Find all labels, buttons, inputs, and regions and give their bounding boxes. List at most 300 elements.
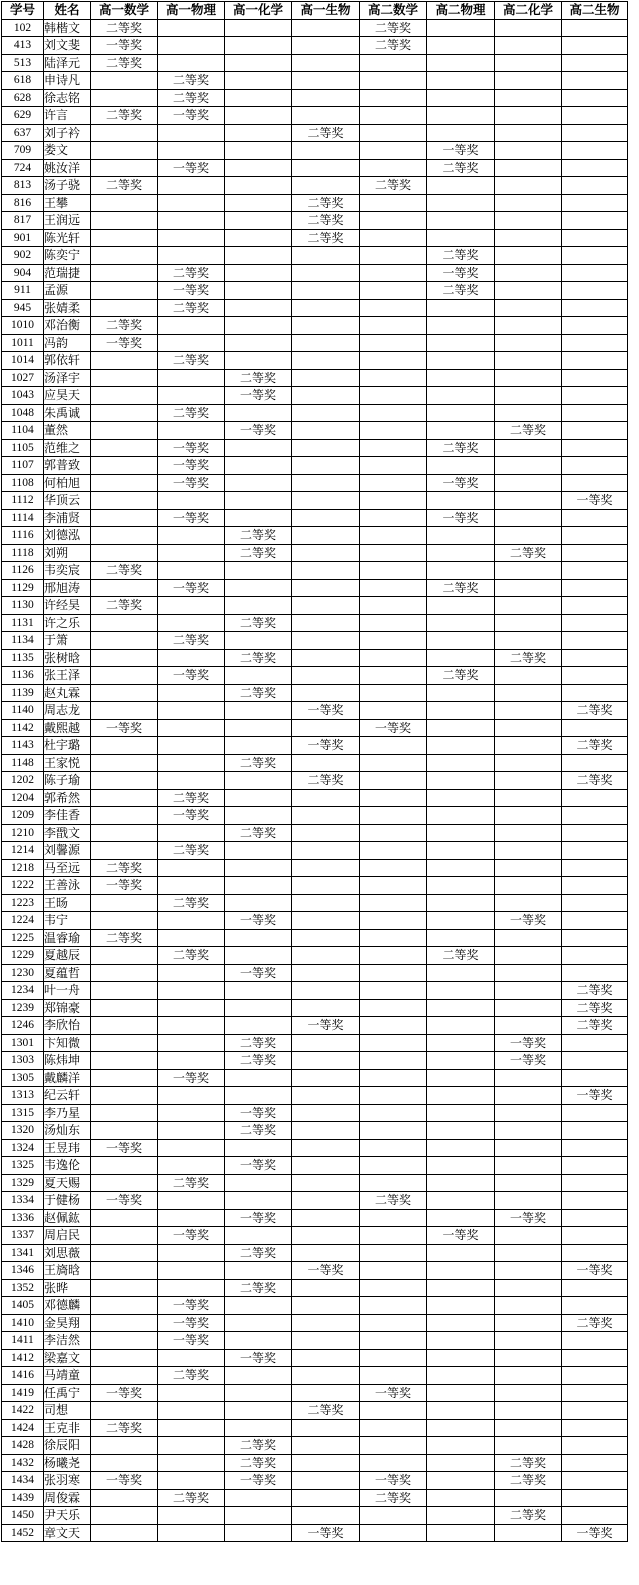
- award-cell: [360, 1507, 427, 1525]
- student-name-cell: 韩楷文: [44, 19, 91, 37]
- award-cell: 一等奖: [427, 264, 495, 282]
- award-cell: [91, 544, 158, 562]
- award-cell: [91, 754, 158, 772]
- award-cell: [292, 667, 360, 685]
- award-cell: [360, 492, 427, 510]
- award-cell: [158, 1437, 225, 1455]
- student-name-cell: 汤泽宇: [44, 369, 91, 387]
- table-row: [2, 1349, 628, 1367]
- award-cell: 一等奖: [158, 439, 225, 457]
- award-cell: [292, 334, 360, 352]
- award-cell: [427, 352, 495, 370]
- student-name-cell: 李浦贤: [44, 509, 91, 527]
- award-cell: 二等奖: [158, 842, 225, 860]
- table-row: [2, 807, 628, 825]
- award-cell: [225, 352, 292, 370]
- award-cell: [495, 1384, 562, 1402]
- award-cell: [427, 1489, 495, 1507]
- award-cell: [158, 772, 225, 790]
- award-cell: [495, 789, 562, 807]
- award-cell: [225, 1174, 292, 1192]
- award-cell: [562, 124, 628, 142]
- award-cell: [427, 1087, 495, 1105]
- award-cell: [360, 999, 427, 1017]
- award-cell: [91, 1279, 158, 1297]
- student-name-cell: 张婧柔: [44, 299, 91, 317]
- award-cell: 二等奖: [292, 212, 360, 230]
- award-cell: 一等奖: [225, 422, 292, 440]
- student-name-cell: 徐志铭: [44, 89, 91, 107]
- student-name-cell: 郭普致: [44, 457, 91, 475]
- award-cell: [360, 929, 427, 947]
- award-cell: [292, 527, 360, 545]
- award-cell: [495, 1104, 562, 1122]
- award-cell: [158, 649, 225, 667]
- table-row: [2, 1367, 628, 1385]
- award-cell: [562, 1332, 628, 1350]
- award-cell: [562, 894, 628, 912]
- award-cell: [495, 982, 562, 1000]
- award-cell: [562, 1069, 628, 1087]
- award-cell: 二等奖: [562, 772, 628, 790]
- award-cell: 一等奖: [225, 912, 292, 930]
- student-name-cell: 戴熙越: [44, 719, 91, 737]
- student-name-cell: 董然: [44, 422, 91, 440]
- table-row: [2, 422, 628, 440]
- award-cell: 二等奖: [158, 72, 225, 90]
- award-cell: [562, 579, 628, 597]
- award-cell: [292, 89, 360, 107]
- award-cell: [292, 999, 360, 1017]
- award-cell: 二等奖: [427, 667, 495, 685]
- award-cell: [292, 1087, 360, 1105]
- student-id-cell: 1209: [2, 807, 44, 825]
- award-cell: 二等奖: [158, 1174, 225, 1192]
- student-id-cell: 1027: [2, 369, 44, 387]
- award-cell: [562, 1052, 628, 1070]
- award-cell: [158, 1139, 225, 1157]
- award-cell: [158, 1402, 225, 1420]
- student-name-cell: 郑锦豪: [44, 999, 91, 1017]
- award-cell: [562, 1174, 628, 1192]
- award-cell: [562, 1297, 628, 1315]
- award-cell: [91, 807, 158, 825]
- student-name-cell: 陈光轩: [44, 229, 91, 247]
- award-cell: 一等奖: [158, 509, 225, 527]
- award-cell: [495, 1349, 562, 1367]
- award-cell: [225, 1507, 292, 1525]
- award-cell: [225, 1069, 292, 1087]
- award-cell: 一等奖: [91, 1139, 158, 1157]
- award-cell: [427, 1332, 495, 1350]
- award-cell: [427, 124, 495, 142]
- student-id-cell: 1301: [2, 1034, 44, 1052]
- award-cell: [495, 457, 562, 475]
- table-row: [2, 1384, 628, 1402]
- award-cell: [495, 247, 562, 265]
- award-cell: [292, 1507, 360, 1525]
- award-cell: [495, 824, 562, 842]
- award-cell: [360, 1087, 427, 1105]
- table-row: [2, 509, 628, 527]
- award-cell: 二等奖: [158, 352, 225, 370]
- table-row: [2, 1244, 628, 1262]
- award-cell: [91, 1437, 158, 1455]
- award-cell: [495, 754, 562, 772]
- student-id-cell: 1305: [2, 1069, 44, 1087]
- student-id-cell: 1315: [2, 1104, 44, 1122]
- award-cell: 二等奖: [292, 1402, 360, 1420]
- award-cell: [91, 299, 158, 317]
- award-cell: 一等奖: [427, 509, 495, 527]
- award-cell: 二等奖: [562, 1314, 628, 1332]
- award-cell: [360, 772, 427, 790]
- award-cell: [292, 1244, 360, 1262]
- award-cell: 二等奖: [225, 614, 292, 632]
- award-cell: [292, 947, 360, 965]
- award-cell: [91, 439, 158, 457]
- award-cell: [158, 1419, 225, 1437]
- student-id-cell: 1142: [2, 719, 44, 737]
- award-cell: [562, 142, 628, 160]
- award-cell: 二等奖: [158, 89, 225, 107]
- student-id-cell: 1234: [2, 982, 44, 1000]
- table-row: [2, 1209, 628, 1227]
- student-name-cell: 郭希然: [44, 789, 91, 807]
- award-cell: [292, 877, 360, 895]
- award-cell: 一等奖: [91, 1192, 158, 1210]
- award-cell: [292, 544, 360, 562]
- student-name-cell: 尹天乐: [44, 1507, 91, 1525]
- award-cell: [495, 264, 562, 282]
- award-cell: [427, 387, 495, 405]
- student-name-cell: 华顶云: [44, 492, 91, 510]
- award-cell: [158, 317, 225, 335]
- award-cell: [562, 1122, 628, 1140]
- student-id-cell: 1135: [2, 649, 44, 667]
- award-cell: 二等奖: [427, 579, 495, 597]
- award-cell: [158, 1087, 225, 1105]
- award-cell: [158, 1122, 225, 1140]
- award-cell: [225, 702, 292, 720]
- award-cell: [225, 1087, 292, 1105]
- table-row: [2, 299, 628, 317]
- student-id-cell: 1223: [2, 894, 44, 912]
- award-cell: [427, 877, 495, 895]
- student-name-cell: 王润远: [44, 212, 91, 230]
- student-name-cell: 李欣怡: [44, 1017, 91, 1035]
- award-cell: [562, 299, 628, 317]
- table-row: [2, 929, 628, 947]
- award-cell: [91, 72, 158, 90]
- award-cell: [158, 37, 225, 55]
- award-cell: [292, 299, 360, 317]
- award-cell: [292, 562, 360, 580]
- table-row: [2, 37, 628, 55]
- award-cell: [495, 614, 562, 632]
- award-cell: [225, 859, 292, 877]
- award-cell: [427, 194, 495, 212]
- award-cell: [495, 509, 562, 527]
- student-name-cell: 夏天赐: [44, 1174, 91, 1192]
- award-cell: [495, 107, 562, 125]
- award-cell: [562, 334, 628, 352]
- award-cell: [427, 229, 495, 247]
- award-cell: [360, 754, 427, 772]
- award-cell: [225, 89, 292, 107]
- award-cell: [292, 317, 360, 335]
- award-cell: [495, 667, 562, 685]
- student-name-cell: 刘子衿: [44, 124, 91, 142]
- award-cell: [91, 194, 158, 212]
- student-id-cell: 1148: [2, 754, 44, 772]
- award-cell: [360, 422, 427, 440]
- award-cell: [292, 142, 360, 160]
- award-cell: 二等奖: [225, 1244, 292, 1262]
- award-cell: [91, 474, 158, 492]
- award-cell: [158, 1052, 225, 1070]
- award-cell: [360, 702, 427, 720]
- award-cell: 二等奖: [427, 439, 495, 457]
- award-cell: 一等奖: [158, 457, 225, 475]
- student-name-cell: 张晔: [44, 1279, 91, 1297]
- award-cell: [562, 1209, 628, 1227]
- award-cell: [562, 1507, 628, 1525]
- table-row: [2, 264, 628, 282]
- award-cell: [562, 597, 628, 615]
- award-cell: [225, 177, 292, 195]
- table-row: [2, 1419, 628, 1437]
- student-name-cell: 刘文斐: [44, 37, 91, 55]
- table-row: [2, 597, 628, 615]
- award-cell: [495, 1262, 562, 1280]
- award-cell: [360, 159, 427, 177]
- award-cell: 一等奖: [292, 702, 360, 720]
- award-cell: [360, 1262, 427, 1280]
- award-cell: [360, 107, 427, 125]
- student-id-cell: 817: [2, 212, 44, 230]
- award-cell: 一等奖: [562, 1524, 628, 1542]
- student-name-cell: 许之乐: [44, 614, 91, 632]
- award-cell: [562, 54, 628, 72]
- award-cell: 二等奖: [562, 982, 628, 1000]
- header-g1-biology: 高一生物: [292, 2, 360, 20]
- award-cell: [91, 1087, 158, 1105]
- award-cell: [427, 1069, 495, 1087]
- award-cell: [360, 859, 427, 877]
- award-cell: [292, 1192, 360, 1210]
- award-cell: [225, 282, 292, 300]
- table-row: [2, 772, 628, 790]
- award-cell: [562, 1157, 628, 1175]
- award-cell: [91, 492, 158, 510]
- student-name-cell: 汤子骁: [44, 177, 91, 195]
- award-cell: [360, 457, 427, 475]
- award-cell: [91, 1489, 158, 1507]
- award-cell: [292, 159, 360, 177]
- student-name-cell: 张羽寒: [44, 1472, 91, 1490]
- student-name-cell: 韦逸伦: [44, 1157, 91, 1175]
- award-cell: [225, 982, 292, 1000]
- student-id-cell: 1107: [2, 457, 44, 475]
- award-cell: [562, 632, 628, 650]
- student-id-cell: 1210: [2, 824, 44, 842]
- student-id-cell: 1303: [2, 1052, 44, 1070]
- student-name-cell: 夏蕴哲: [44, 964, 91, 982]
- student-name-cell: 王善泳: [44, 877, 91, 895]
- table-row: [2, 1314, 628, 1332]
- award-cell: [225, 999, 292, 1017]
- student-name-cell: 李洁然: [44, 1332, 91, 1350]
- award-cell: [360, 1104, 427, 1122]
- award-cell: [292, 754, 360, 772]
- award-cell: 一等奖: [225, 1157, 292, 1175]
- table-row: [2, 1017, 628, 1035]
- award-cell: [158, 912, 225, 930]
- award-cell: [495, 999, 562, 1017]
- award-cell: 一等奖: [292, 737, 360, 755]
- student-name-cell: 李戬文: [44, 824, 91, 842]
- award-cell: 二等奖: [225, 824, 292, 842]
- awards-table: [1, 1, 628, 1542]
- award-cell: [495, 229, 562, 247]
- award-cell: [91, 1209, 158, 1227]
- award-cell: [360, 544, 427, 562]
- award-cell: [225, 457, 292, 475]
- award-cell: [91, 982, 158, 1000]
- award-cell: 二等奖: [292, 229, 360, 247]
- award-cell: 一等奖: [158, 282, 225, 300]
- award-cell: [427, 1104, 495, 1122]
- student-id-cell: 1143: [2, 737, 44, 755]
- student-name-cell: 许言: [44, 107, 91, 125]
- award-cell: [360, 1052, 427, 1070]
- student-id-cell: 1218: [2, 859, 44, 877]
- table-row: [2, 964, 628, 982]
- award-cell: [91, 649, 158, 667]
- header-g2-physics: 高二物理: [427, 2, 495, 20]
- award-cell: [91, 159, 158, 177]
- award-cell: 二等奖: [360, 1489, 427, 1507]
- award-cell: [91, 1122, 158, 1140]
- award-cell: [158, 964, 225, 982]
- student-id-cell: 904: [2, 264, 44, 282]
- award-cell: 一等奖: [91, 1472, 158, 1490]
- award-cell: [225, 632, 292, 650]
- award-cell: [292, 352, 360, 370]
- award-cell: 二等奖: [158, 789, 225, 807]
- award-cell: [292, 177, 360, 195]
- award-cell: [91, 842, 158, 860]
- award-cell: [292, 19, 360, 37]
- award-cell: [225, 1489, 292, 1507]
- award-cell: [225, 1139, 292, 1157]
- table-row: [2, 1087, 628, 1105]
- award-cell: [292, 1419, 360, 1437]
- award-cell: [225, 789, 292, 807]
- student-name-cell: 杨曦尧: [44, 1454, 91, 1472]
- award-cell: [225, 317, 292, 335]
- student-name-cell: 周俊霖: [44, 1489, 91, 1507]
- table-row: [2, 544, 628, 562]
- award-cell: [562, 369, 628, 387]
- award-cell: [427, 457, 495, 475]
- award-cell: [427, 107, 495, 125]
- award-cell: [158, 1454, 225, 1472]
- student-name-cell: 纪云轩: [44, 1087, 91, 1105]
- award-cell: [427, 1524, 495, 1542]
- table-row: [2, 107, 628, 125]
- table-row: [2, 527, 628, 545]
- table-row: [2, 649, 628, 667]
- award-cell: [427, 212, 495, 230]
- award-cell: [360, 562, 427, 580]
- award-cell: [225, 1227, 292, 1245]
- award-cell: [91, 1052, 158, 1070]
- award-cell: [292, 1139, 360, 1157]
- award-cell: [495, 369, 562, 387]
- award-cell: [360, 737, 427, 755]
- award-cell: [158, 1157, 225, 1175]
- student-id-cell: 1225: [2, 929, 44, 947]
- award-cell: [360, 1017, 427, 1035]
- award-cell: [495, 859, 562, 877]
- award-cell: [562, 929, 628, 947]
- award-cell: [360, 1332, 427, 1350]
- award-cell: [158, 1279, 225, 1297]
- award-cell: [495, 579, 562, 597]
- award-cell: [562, 684, 628, 702]
- student-id-cell: 945: [2, 299, 44, 317]
- award-cell: [495, 492, 562, 510]
- award-cell: 一等奖: [495, 912, 562, 930]
- award-cell: [91, 1227, 158, 1245]
- award-cell: [292, 1227, 360, 1245]
- award-cell: [562, 264, 628, 282]
- award-cell: [495, 562, 562, 580]
- award-cell: 二等奖: [225, 1034, 292, 1052]
- student-id-cell: 637: [2, 124, 44, 142]
- award-cell: [427, 772, 495, 790]
- award-cell: [495, 1437, 562, 1455]
- award-cell: [158, 982, 225, 1000]
- award-cell: [427, 19, 495, 37]
- award-cell: [158, 492, 225, 510]
- award-cell: [292, 649, 360, 667]
- student-id-cell: 1214: [2, 842, 44, 860]
- award-cell: 一等奖: [158, 807, 225, 825]
- student-name-cell: 刘德泓: [44, 527, 91, 545]
- award-cell: [495, 159, 562, 177]
- award-cell: [360, 842, 427, 860]
- award-cell: 二等奖: [225, 649, 292, 667]
- award-cell: [360, 247, 427, 265]
- table-row: [2, 334, 628, 352]
- award-cell: [427, 1017, 495, 1035]
- table-row: [2, 212, 628, 230]
- award-cell: [495, 807, 562, 825]
- student-id-cell: 1416: [2, 1367, 44, 1385]
- award-cell: [495, 632, 562, 650]
- award-cell: [360, 72, 427, 90]
- award-cell: [427, 1279, 495, 1297]
- award-cell: [562, 387, 628, 405]
- award-cell: 二等奖: [91, 19, 158, 37]
- award-cell: [292, 1297, 360, 1315]
- award-cell: [225, 264, 292, 282]
- student-id-cell: 1104: [2, 422, 44, 440]
- award-cell: [292, 439, 360, 457]
